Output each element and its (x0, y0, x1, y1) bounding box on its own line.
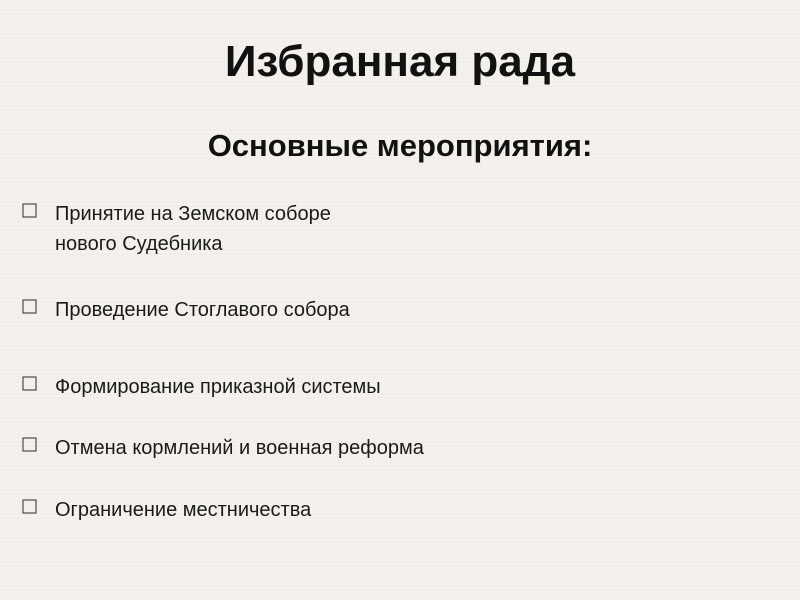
bullet-item-mestnichestvo (22, 495, 762, 525)
bullet-item-stoglav-sobor (22, 295, 762, 325)
bullet-text: Отмена кормлений и военная реформа (55, 437, 424, 459)
bullet-text: Проведение Стоглавого собора (55, 299, 350, 321)
checkbox-icon (22, 499, 38, 515)
bullet-item-new-sudebnik (22, 199, 762, 259)
checkbox-icon (22, 203, 38, 219)
slide-subtitle: Основные мероприятия: (207, 128, 593, 163)
bullet-item-prikaz-system (22, 372, 762, 402)
bullet-item-military-reform (22, 433, 762, 463)
bullet-text: Формирование приказной системы (55, 376, 381, 398)
checkbox-icon (22, 376, 38, 392)
checkbox-icon (22, 299, 38, 315)
bullet-text: Ограничение местничества (55, 499, 312, 521)
checkbox-icon (22, 437, 38, 453)
bullet-text: Принятие на Земском соборе нового Судебника (55, 203, 331, 255)
slide-title: Избранная рада (224, 37, 576, 86)
